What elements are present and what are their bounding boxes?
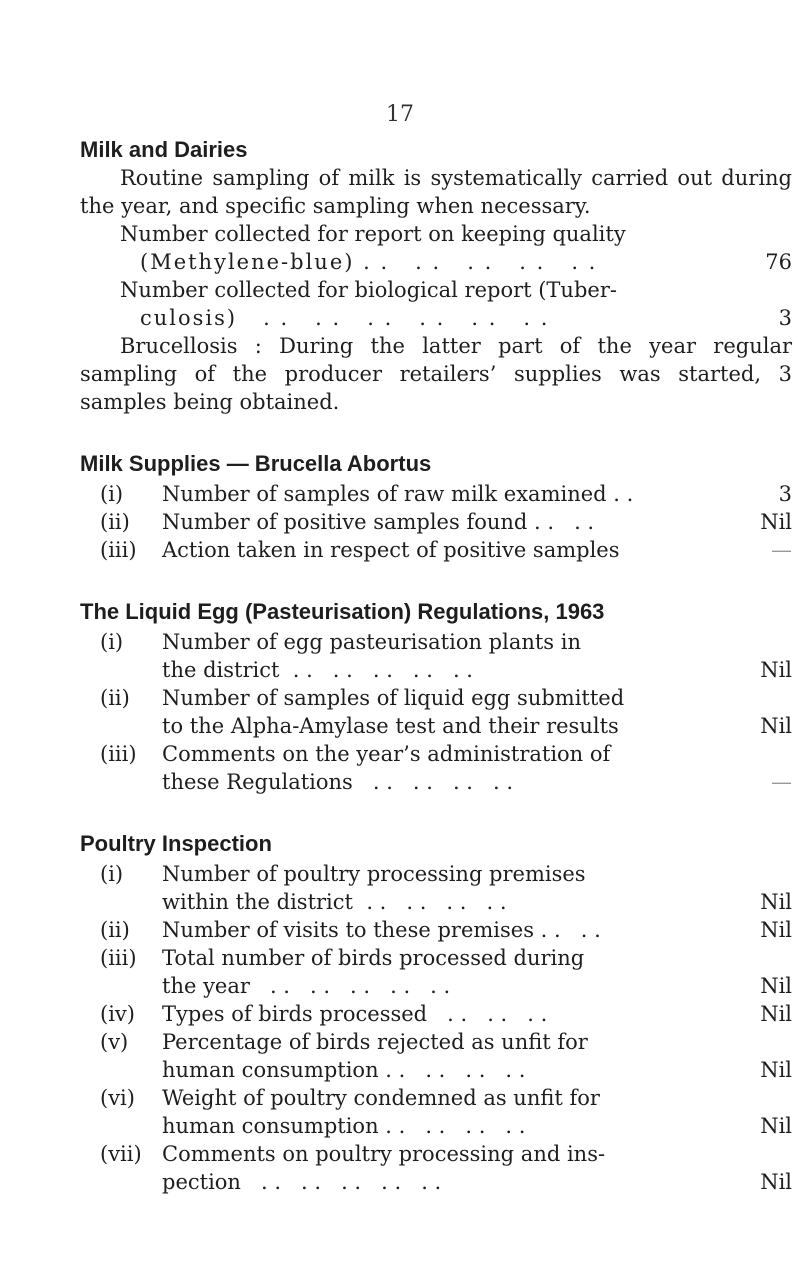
poultry-item-value: Nil [760, 1058, 792, 1082]
poultry-item-num: (iii) [100, 946, 137, 970]
milk-count-row-1-line2: (Methylene-blue) . . . . . . . . . . [140, 250, 598, 274]
egg-item-line1: Number of samples of liquid egg submitted [162, 686, 625, 710]
poultry-item-line1: Number of visits to these premises . . . . [162, 918, 601, 942]
milk-count-row-2-line2: culosis) . . . . . . . . . . . . [140, 306, 550, 330]
egg-item-line2: these Regulations . . . . . . . . [162, 770, 514, 794]
egg-item [80, 628, 792, 684]
poultry-item-line2: the year . . . . . . . . . . [162, 974, 451, 998]
poultry-item [80, 916, 792, 944]
brucellosis-paragraph: Brucellosis : During the latter part of the year regular sampling of the producer retailers’ supplies was started, 3 samples being obtained. [80, 334, 792, 414]
poultry-item-value: Nil [760, 974, 792, 998]
poultry-item [80, 1084, 792, 1140]
poultry-item-num: (vi) [100, 1086, 135, 1110]
poultry-item-num: (vii) [100, 1142, 142, 1166]
poultry-item-value: Nil [760, 918, 792, 942]
poultry-item-value: Nil [760, 1114, 792, 1138]
milk-dairies-heading: Milk and Dairies [80, 137, 248, 162]
poultry-item-num: (i) [100, 862, 124, 886]
brucella-heading: Milk Supplies — Brucella Abortus [80, 451, 432, 476]
poultry-item [80, 1000, 792, 1028]
brucella-item-value: — [771, 538, 792, 562]
brucella-item-num: (iii) [100, 538, 137, 562]
poultry-item-num: (v) [100, 1030, 129, 1054]
egg-item-value: — [771, 770, 792, 794]
poultry-item-line1: Weight of poultry condemned as unfit for [162, 1086, 600, 1110]
milk-count-row-1-value: 76 [765, 250, 792, 274]
poultry-item-line1: Percentage of birds rejected as unfit for [162, 1030, 588, 1054]
brucella-item-text: Number of positive samples found . . . . [162, 510, 595, 534]
egg-item-value: Nil [760, 658, 792, 682]
poultry-item-value: Nil [760, 1002, 792, 1026]
brucella-item-text: Number of samples of raw milk examined . . [162, 482, 634, 506]
poultry-item-num: (iv) [100, 1002, 135, 1026]
poultry-item-line2: human consumption . . . . . . . . [162, 1058, 526, 1082]
brucella-item [80, 480, 792, 508]
poultry-item-num: (ii) [100, 918, 130, 942]
poultry-item [80, 860, 792, 916]
egg-item [80, 740, 792, 796]
poultry-item-line1: Comments on poultry processing and ins- [162, 1142, 606, 1166]
page-number: 17 [386, 102, 414, 127]
poultry-item-line2: human consumption . . . . . . . . [162, 1114, 526, 1138]
poultry-item [80, 1140, 792, 1196]
poultry-item-line1: Types of birds processed . . . . . . [162, 1002, 548, 1026]
brucella-item-value: 3 [778, 482, 792, 506]
brucella-item-num: (ii) [100, 510, 130, 534]
egg-item-line2: the district . . . . . . . . . . [162, 658, 473, 682]
poultry-heading: Poultry Inspection [80, 831, 272, 856]
poultry-item [80, 944, 792, 1000]
poultry-item-line2: pection . . . . . . . . . . [162, 1170, 442, 1194]
milk-count-row-1-line1: Number collected for report on keeping quality [120, 222, 626, 246]
poultry-item-line2: within the district . . . . . . . . [162, 890, 507, 914]
brucella-item-num: (i) [100, 482, 124, 506]
poultry-item-value: Nil [760, 1170, 792, 1194]
poultry-item-line1: Number of poultry processing premises [162, 862, 586, 886]
egg-item-num: (iii) [100, 742, 137, 766]
milk-count-row-2-line1: Number collected for biological report (Tuber- [120, 278, 617, 302]
milk-count-row [80, 276, 792, 332]
egg-heading: The Liquid Egg (Pasteurisation) Regulations, 1963 [80, 599, 605, 624]
egg-item [80, 684, 792, 740]
page-content [80, 136, 792, 1196]
egg-item-num: (ii) [100, 686, 130, 710]
brucella-item-value: Nil [760, 510, 792, 534]
brucella-item-text: Action taken in respect of positive samples [162, 538, 620, 562]
milk-dairies-intro: Routine sampling of milk is systematically carried out during the year, and specific sampling when necessary. [80, 166, 792, 218]
poultry-item-value: Nil [760, 890, 792, 914]
egg-item-line1: Number of egg pasteurisation plants in [162, 630, 581, 654]
brucella-item [80, 508, 792, 536]
poultry-item-line1: Total number of birds processed during [162, 946, 585, 970]
egg-item-line2: to the Alpha-Amylase test and their results [162, 714, 619, 738]
egg-item-num: (i) [100, 630, 124, 654]
brucella-item [80, 536, 792, 564]
egg-item-value: Nil [760, 714, 792, 738]
milk-count-row-2-value: 3 [778, 306, 792, 330]
poultry-item [80, 1028, 792, 1084]
egg-item-line1: Comments on the year’s administration of [162, 742, 611, 766]
milk-count-row [80, 220, 792, 276]
